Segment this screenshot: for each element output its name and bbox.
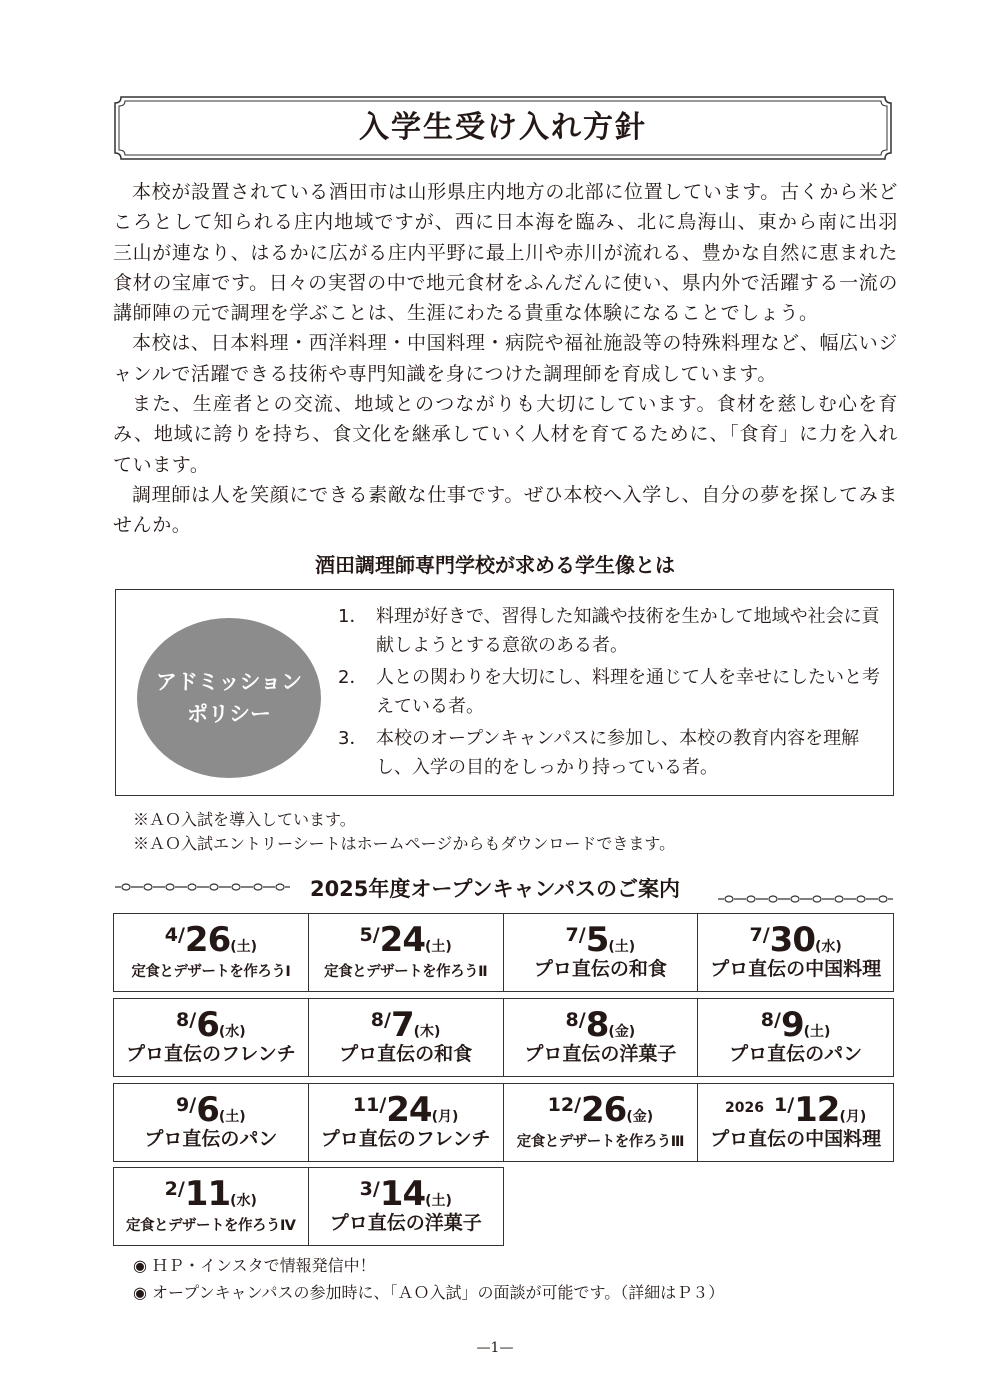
event-month: 7 xyxy=(565,924,579,946)
event-title: プロ直伝のフレンチ xyxy=(125,1043,296,1065)
event-date: 2026 1/12(月) xyxy=(724,1090,867,1130)
intro-text xyxy=(113,177,898,541)
note-line: ※ＡＯ入試を導入しています。 xyxy=(133,810,356,829)
footnotes xyxy=(133,1252,724,1306)
footnote-line: ◉ ＨＰ・インスタで情報発信中！ xyxy=(133,1256,376,1275)
footnote-line: ◉ オープンキャンパスの参加時に、「ＡＯ入試」の面談が可能です。（詳細はＰ３） xyxy=(133,1283,725,1302)
event-date: 12/26(金) xyxy=(547,1090,654,1130)
event-title: プロ直伝の中国料理 xyxy=(710,958,882,980)
badge-line: ポリシー xyxy=(187,702,271,726)
event-date: 7/5(土) xyxy=(565,920,636,960)
event-date: 11/24(月) xyxy=(352,1090,459,1130)
event-day: 24 xyxy=(379,920,425,960)
event-day: 6 xyxy=(196,1090,219,1130)
event-card xyxy=(698,914,893,991)
event-title: 定食とデザートを作ろうⅣ xyxy=(126,1218,296,1234)
event-card xyxy=(504,999,699,1076)
intro-paragraph: 本校が設置されている酒田市は山形県庄内地方の北部に位置しています。古くから米どころとして知られる庄内地域ですが、西に日本海を臨み、北に鳥海山、東から南に出羽三山が連なり、はるかに広がる庄内平野に最上川や赤川が流れる、豊かな自然に恵まれた食材の宝庫です。日々の実習の中で地元食材をふんだんに使い、県内外で活躍する一流の講師陣の元で調理を学ぶことは、生涯にわたる貴重な体験になることでしょう。 xyxy=(113,181,898,325)
event-month: 2 xyxy=(164,1178,178,1200)
event-weekday: (金) xyxy=(608,1024,636,1040)
event-day: 6 xyxy=(196,1005,219,1045)
event-month: 7 xyxy=(749,924,763,946)
event-date: 9/6(土) xyxy=(176,1090,246,1130)
event-day: 24 xyxy=(386,1090,432,1130)
event-title: プロ直伝のパン xyxy=(144,1128,278,1150)
event-month: 1 xyxy=(773,1094,788,1116)
event-date: 8/6(水) xyxy=(176,1005,246,1045)
event-day: 30 xyxy=(769,920,815,960)
event-card xyxy=(698,1084,893,1161)
policy-item-text: 人との関わりを大切にし、料理を通じて人を幸せにしたいと考えている者。 xyxy=(376,667,880,717)
event-day: 26 xyxy=(581,1090,627,1130)
policy-heading: 酒田調理師専門学校が求める学生像とは xyxy=(315,553,675,577)
event-date: 8/8(金) xyxy=(565,1005,636,1045)
event-weekday: (土) xyxy=(218,1109,246,1125)
event-card xyxy=(309,914,504,991)
policy-item-text: 本校のオープンキャンパスに参加し、本校の教育内容を理解し、入学の目的をしっかり持っている者。 xyxy=(376,728,860,778)
title-frame xyxy=(113,95,893,161)
event-weekday: (土) xyxy=(424,939,452,955)
event-weekday: (土) xyxy=(425,1193,452,1209)
event-weekday: (金) xyxy=(626,1109,654,1125)
event-weekday: (水) xyxy=(814,939,842,955)
event-month: 12 xyxy=(547,1094,575,1116)
policy-item xyxy=(338,602,883,660)
event-date: 4/26(土) xyxy=(164,920,258,960)
open-campus-header xyxy=(0,873,990,903)
policy-list xyxy=(338,602,883,785)
event-date: 3/14(土) xyxy=(359,1174,452,1214)
event-day: 26 xyxy=(184,920,231,960)
ao-notes xyxy=(133,808,675,856)
event-day: 12 xyxy=(794,1090,840,1130)
event-title: 定食とデザートを作ろうⅡ xyxy=(324,964,488,980)
event-date: 5/24(土) xyxy=(359,920,452,960)
page-title: 入学生受け入れ方針 xyxy=(359,110,647,145)
intro-paragraph: 調理師は人を笑顔にできる素敵な仕事です。ぜひ本校へ入学し、自分の夢を探してみませんか。 xyxy=(113,483,898,537)
event-title: プロ直伝の和食 xyxy=(533,958,667,980)
event-weekday: (土) xyxy=(608,939,636,955)
event-month: 5 xyxy=(359,924,373,946)
event-card xyxy=(309,1168,504,1245)
event-date: 2/11(水) xyxy=(164,1174,257,1214)
event-title: プロ直伝の和食 xyxy=(339,1043,473,1065)
policy-item xyxy=(338,663,883,721)
policy-item-text: 料理が好きで、習得した知識や技術を生かして地域や社会に貢献しようとする意欲のある者。 xyxy=(376,606,880,656)
event-row xyxy=(113,913,894,992)
event-month: 11 xyxy=(352,1094,380,1116)
event-weekday: (土) xyxy=(803,1024,831,1040)
badge-line: アドミッション xyxy=(155,670,303,694)
event-month: 8 xyxy=(760,1009,775,1031)
event-title: プロ直伝の中国料理 xyxy=(710,1128,882,1150)
intro-paragraph: また、生産者との交流、地域とのつながりも大切にしています。食材を慈しむ心を育み、地域に誇りを持ち、食文化を継承していく人材を育てるために、「食育」に力を入れています。 xyxy=(113,393,898,476)
event-date: 8/9(土) xyxy=(760,1005,831,1045)
policy-item-number: 3． xyxy=(338,728,368,749)
event-month: 9 xyxy=(176,1094,190,1116)
admission-policy-badge xyxy=(137,618,321,778)
event-day: 8 xyxy=(585,1005,609,1045)
event-day: 14 xyxy=(379,1174,426,1214)
event-title: プロ直伝の洋菓子 xyxy=(524,1043,677,1065)
event-row xyxy=(113,998,894,1077)
event-card xyxy=(504,1084,699,1161)
event-day: 7 xyxy=(390,1005,414,1045)
admission-policy-box xyxy=(115,589,894,796)
event-month: 8 xyxy=(565,1009,579,1031)
event-date: 8/7(木) xyxy=(370,1005,441,1045)
event-title: 定食とデザートを作ろうⅠ xyxy=(131,964,291,980)
note-line: ※ＡＯ入試エントリーシートはホームページからもダウンロードできます。 xyxy=(133,834,676,853)
event-title: プロ直伝の洋菓子 xyxy=(329,1212,482,1234)
ornament-right-icon xyxy=(718,894,893,904)
event-weekday: (水) xyxy=(230,1193,257,1209)
event-weekday: (月) xyxy=(839,1109,867,1125)
event-weekday: (土) xyxy=(230,939,258,955)
event-title: プロ直伝のパン xyxy=(729,1043,863,1065)
event-month: 3 xyxy=(359,1178,373,1200)
event-card xyxy=(309,999,504,1076)
policy-item-number: 1． xyxy=(338,606,368,627)
page-number: —1— xyxy=(476,1340,514,1356)
open-campus-title: 2025年度オープンキャンパスのご案内 xyxy=(309,877,681,901)
event-row xyxy=(113,1167,504,1246)
event-day: 9 xyxy=(780,1005,804,1045)
event-weekday: (月) xyxy=(431,1109,459,1125)
event-card xyxy=(114,914,309,991)
event-weekday: (水) xyxy=(218,1024,246,1040)
event-month: 4 xyxy=(164,924,178,946)
event-month: 8 xyxy=(370,1009,385,1031)
event-title: 定食とデザートを作ろうⅢ xyxy=(516,1134,684,1150)
policy-item-number: 2． xyxy=(338,667,368,688)
event-card xyxy=(504,914,699,991)
intro-paragraph: 本校は、日本料理・西洋料理・中国料理・病院や福祉施設等の特殊料理など、幅広いジャンルで活躍できる技術や専門知識を身につけた調理師を育成しています。 xyxy=(113,332,898,385)
event-card xyxy=(309,1084,504,1161)
event-title: プロ直伝のフレンチ xyxy=(320,1128,491,1150)
event-year: 2026 xyxy=(724,1100,764,1116)
event-row xyxy=(113,1083,894,1162)
event-date: 7/30(水) xyxy=(749,920,842,960)
event-card xyxy=(114,1168,309,1245)
event-day: 5 xyxy=(585,920,609,960)
policy-item xyxy=(338,724,883,782)
event-day: 11 xyxy=(184,1174,231,1214)
event-card xyxy=(114,1084,309,1161)
event-month: 8 xyxy=(176,1009,190,1031)
event-card xyxy=(114,999,309,1076)
event-weekday: (木) xyxy=(413,1024,441,1040)
event-card xyxy=(698,999,893,1076)
